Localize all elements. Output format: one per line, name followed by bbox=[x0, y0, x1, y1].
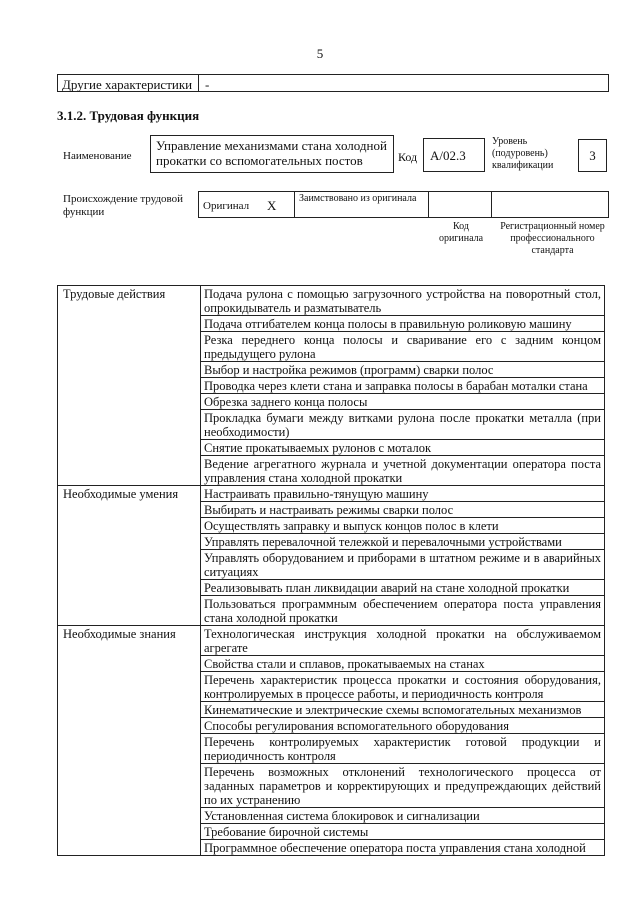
table-item: Резка переднего конца полосы и сваривание его с задним концом предыдущего рулона bbox=[201, 332, 605, 362]
table-item: Обрезка заднего конца полосы bbox=[201, 394, 605, 410]
table-item: Выбирать и настраивать режимы сварки полос bbox=[201, 502, 605, 518]
table-item: Настраивать правильно-тянущую машину bbox=[201, 486, 605, 502]
level-value-box: 3 bbox=[578, 139, 607, 172]
code-label: Код bbox=[398, 150, 418, 164]
table-item: Перечень контролируемых характеристик готовой продукции и периодичность контроля bbox=[201, 734, 605, 764]
table-item: Программное обеспечение оператора поста управления стана холодной bbox=[201, 840, 605, 856]
table-item: Прокладка бумаги между витками рулона после прокатки металла (при необходимости) bbox=[201, 410, 605, 440]
borrowed-box: Заимствовано из оригинала bbox=[294, 191, 429, 218]
table-row bbox=[58, 626, 605, 656]
table-item: Требование бирочной системы bbox=[201, 824, 605, 840]
section-title: 3.1.2. Трудовая функция bbox=[57, 108, 200, 123]
table-item: Проводка через клети стана и заправка полосы в барабан моталки стана bbox=[201, 378, 605, 394]
table-item: Управлять оборудованием и приборами в штатном режиме и в аварийных ситуациях bbox=[201, 550, 605, 580]
other-characteristics-value: - bbox=[198, 74, 609, 92]
original-box bbox=[198, 191, 295, 218]
table-item: Снятие прокатываемых рулонов с моталок bbox=[201, 440, 605, 456]
table-item: Способы регулирования вспомогательного оборудования bbox=[201, 718, 605, 734]
function-name-box: Управление механизмами стана холодной прокатки со вспомогательных постов bbox=[150, 135, 394, 173]
table-item: Пользоваться программным обеспечением оператора поста управления стана холодной прокатки bbox=[201, 596, 605, 626]
other-characteristics-label: Другие характеристики bbox=[57, 74, 199, 92]
table-item: Перечень возможных отклонений технологического процесса от заданных параметров и корректирующих и предупреждающих действий по их устранению bbox=[201, 764, 605, 808]
reg-number-box bbox=[491, 191, 609, 218]
level-label: Уровень (подуровень) квалификации bbox=[492, 136, 554, 171]
code-original-box bbox=[428, 191, 492, 218]
table-item: Перечень характеристик процесса прокатки и состояния оборудования, контролируемых в процессе работы, и периодичность контроля bbox=[201, 672, 605, 702]
reg-number-caption: Регистрационный номер профессионального стандарта bbox=[500, 221, 605, 256]
function-code-box: А/02.3 bbox=[423, 138, 485, 172]
section-category: Трудовые действия bbox=[58, 286, 201, 486]
labor-function-table bbox=[57, 285, 605, 856]
table-item: Кинематические и электрические схемы вспомогательных механизмов bbox=[201, 702, 605, 718]
table-item: Ведение агрегатного журнала и учетной документации оператора поста управления стана холодной прокатки bbox=[201, 456, 605, 486]
origin-label: Происхождение трудовой функции bbox=[63, 193, 184, 218]
table-row bbox=[58, 486, 605, 502]
section-category: Необходимые знания bbox=[58, 626, 201, 856]
table-item: Реализовывать план ликвидации аварий на стане холодной прокатки bbox=[201, 580, 605, 596]
table-item: Установленная система блокировок и сигнализации bbox=[201, 808, 605, 824]
table-item: Подача отгибателем конца полосы в правильную роликовую машину bbox=[201, 316, 605, 332]
table-item: Подача рулона с помощью загрузочного устройства на поворотный стол, опрокидыватель и разматыватель bbox=[201, 286, 605, 316]
table-item: Свойства стали и сплавов, прокатываемых на станах bbox=[201, 656, 605, 672]
original-mark: X bbox=[267, 198, 277, 213]
table-row bbox=[58, 286, 605, 316]
section-category: Необходимые умения bbox=[58, 486, 201, 626]
table-item: Выбор и настройка режимов (программ) сварки полос bbox=[201, 362, 605, 378]
page-number: 5 bbox=[316, 46, 324, 61]
table-item: Управлять перевалочной тележкой и перевалочными устройствами bbox=[201, 534, 605, 550]
table-item: Технологическая инструкция холодной прокатки на обслуживаемом агрегате bbox=[201, 626, 605, 656]
name-label: Наименование bbox=[63, 150, 132, 162]
code-original-caption: Код оригинала bbox=[438, 221, 484, 244]
table-item: Осуществлять заправку и выпуск концов полос в клети bbox=[201, 518, 605, 534]
original-label: Оригинал bbox=[203, 200, 250, 212]
